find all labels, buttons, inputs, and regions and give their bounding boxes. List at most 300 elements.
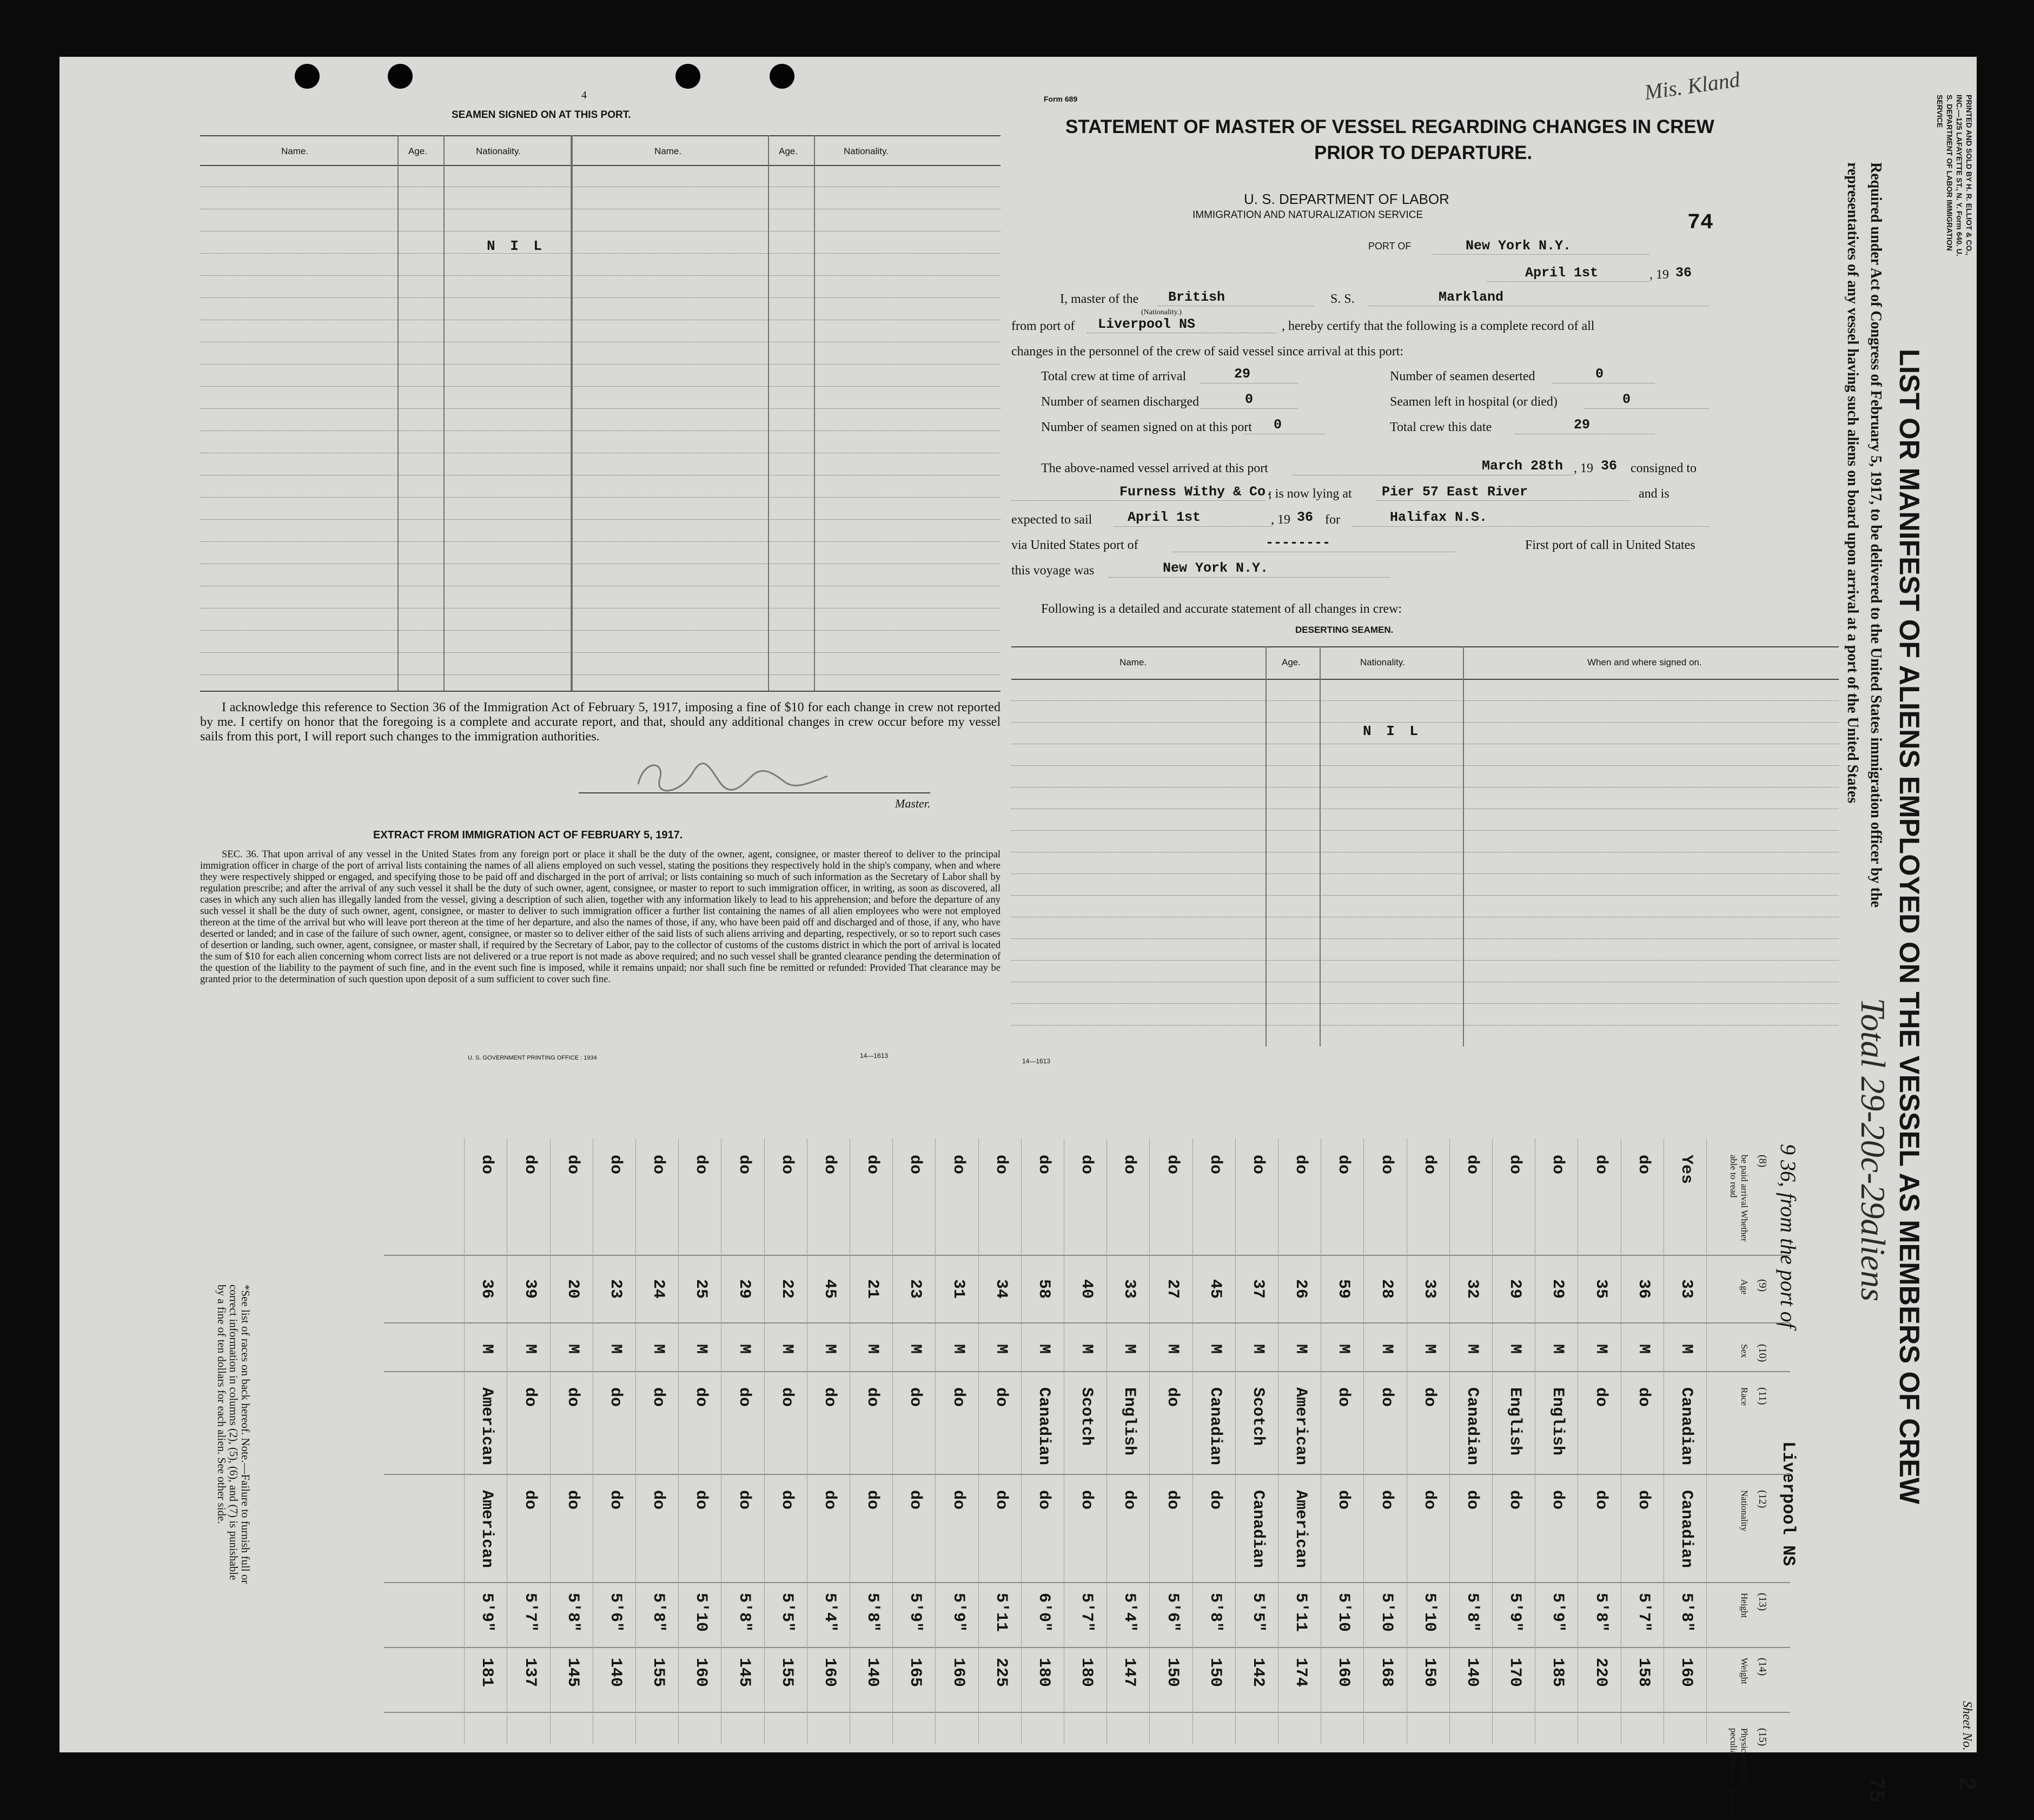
column-number: (9) <box>1757 1279 1768 1292</box>
row-rule <box>935 1139 936 1744</box>
fill-line <box>1114 526 1271 527</box>
manifest-cell-read: do <box>1548 1155 1567 1175</box>
manifest-cell-sex: M <box>820 1344 839 1354</box>
column-divider <box>443 135 445 691</box>
manifest-cell-sex: M <box>734 1344 753 1354</box>
manifest-cell-sex: M <box>1634 1344 1653 1354</box>
manifest-cell-race: do <box>1420 1387 1439 1407</box>
column-divider <box>814 135 815 691</box>
vessel-name: Markland <box>1439 289 1504 305</box>
manifest-cell-age: 33 <box>1120 1279 1139 1299</box>
manifest-cell-nationality: American <box>1291 1490 1310 1568</box>
manifest-cell-sex: M <box>949 1344 968 1354</box>
page-mark: 75 <box>1863 1777 1887 1803</box>
form-number: Form 689 <box>1044 95 1078 103</box>
discharged-value: 0 <box>1245 392 1254 407</box>
nationality-value: British <box>1168 289 1225 305</box>
manifest-cell-weight: 150 <box>1205 1658 1224 1687</box>
manifest-cell-read: do <box>906 1155 925 1175</box>
manifest-cell-nationality: do <box>1548 1490 1567 1510</box>
manifest-cell-read: do <box>949 1155 968 1175</box>
first-port-value: New York N.Y. <box>1163 560 1269 576</box>
table-row-rule <box>1011 830 1839 831</box>
manifest-cell-nationality: do <box>1205 1490 1224 1510</box>
column-divider <box>397 135 399 691</box>
from-port-value: Liverpool NS <box>1098 316 1196 332</box>
row-rule <box>978 1139 979 1744</box>
manifest-cell-age: 34 <box>991 1279 1010 1299</box>
manifest-cell-weight: 165 <box>906 1658 925 1687</box>
hospital-value: 0 <box>1622 392 1631 407</box>
manifest-cell-height: 5'8" <box>1677 1593 1695 1632</box>
column-divider <box>384 1474 1790 1475</box>
manifest-cell-height: 5'11 <box>991 1593 1010 1632</box>
manifest-cell-read: do <box>1334 1155 1353 1175</box>
manifest-cell-race: Scotch <box>1249 1387 1267 1446</box>
manifest-cell-race: do <box>906 1387 925 1407</box>
column-divider <box>1320 646 1321 1047</box>
nationality-caption: (Nationality.) <box>1141 308 1182 316</box>
manifest-cell-race: do <box>606 1387 625 1407</box>
deserted-value: 0 <box>1595 366 1604 382</box>
column-header: Height <box>1739 1593 1750 1618</box>
table-top-rule <box>200 135 1001 136</box>
manifest-cell-weight: 155 <box>649 1658 668 1687</box>
col-nationality: Nationality. <box>476 146 521 156</box>
manifest-cell-height: 5'8" <box>563 1593 582 1632</box>
table-row-rule <box>200 497 1001 498</box>
manifest-cell-race: American <box>1291 1387 1310 1466</box>
column-header: be paid arrival Whether able to read <box>1728 1155 1750 1242</box>
column-header: Weight <box>1739 1658 1750 1684</box>
manifest-cell-height: 5'4" <box>820 1593 839 1632</box>
row-rule <box>1192 1139 1193 1744</box>
manifest-cell-sex: M <box>1120 1344 1139 1354</box>
manifest-cell-read: do <box>1077 1155 1096 1175</box>
col-name: Name. <box>281 146 309 156</box>
manifest-cell-age: 39 <box>520 1279 539 1299</box>
manifest-cell-height: 5'10 <box>692 1593 711 1632</box>
column-header: Race <box>1739 1387 1750 1406</box>
row-rule <box>1706 1139 1707 1744</box>
manifest-cell-race: do <box>820 1387 839 1407</box>
manifest-cell-read: do <box>692 1155 711 1175</box>
manifest-cell-weight: 170 <box>1506 1658 1525 1687</box>
manifest-cell-nationality: do <box>1463 1490 1481 1510</box>
manifest-cell-nationality: do <box>734 1490 753 1510</box>
manifest-note: *See list of races on back hereof. Note.—Failure to furnish full or correct information in columns (2), (5), (6), and (7) is punishable by a fine of ten dollars for each alien. See other side. <box>215 1285 252 1584</box>
manifest-cell-nationality: do <box>692 1490 711 1510</box>
column-divider <box>384 1647 1790 1648</box>
manifest-cell-race: do <box>1634 1387 1653 1407</box>
table-row-rule <box>200 519 1001 520</box>
manifest-cell-height: 5'6" <box>606 1593 625 1632</box>
printing-office: U. S. GOVERNMENT PRINTING OFFICE : 1934 <box>468 1055 597 1061</box>
manifest-cell-race: do <box>863 1387 882 1407</box>
first-port-label: First port of call in United States <box>1525 538 1695 552</box>
manifest-cell-weight: 150 <box>1163 1658 1182 1687</box>
sheet-number: 74 <box>1687 211 1714 235</box>
manifest-cell-weight: 168 <box>1377 1658 1396 1687</box>
manifest-cell-read: do <box>863 1155 882 1175</box>
manifest-cell-age: 29 <box>1548 1279 1567 1299</box>
deserting-heading: DESERTING SEAMEN. <box>1295 625 1394 635</box>
manifest-cell-sex: M <box>1677 1344 1695 1354</box>
col-nationality: Nationality. <box>844 146 889 156</box>
manifest-cell-age: 23 <box>906 1279 925 1299</box>
fill-line <box>1109 577 1390 578</box>
manifest-cell-nationality: do <box>1591 1490 1610 1510</box>
statement-title: STATEMENT OF MASTER OF VESSEL REGARDING CHANGES IN CREW <box>1065 116 1714 137</box>
manifest-cell-height: 5'5" <box>1249 1593 1267 1632</box>
manifest-cell-sex: M <box>777 1344 796 1354</box>
manifest-cell-age: 27 <box>1163 1279 1182 1299</box>
manifest-cell-nationality: do <box>563 1490 582 1510</box>
table-row-rule <box>200 297 1001 298</box>
manifest-cell-weight: 140 <box>1463 1658 1481 1687</box>
department-name: U. S. DEPARTMENT OF LABOR <box>1244 191 1449 207</box>
for-label: for <box>1325 513 1340 527</box>
year-label: , 19 <box>1649 268 1669 282</box>
right-page <box>1011 57 1877 1084</box>
manifest-cell-race: do <box>1163 1387 1182 1407</box>
col-age: Age. <box>408 146 427 156</box>
table-row-rule <box>200 408 1001 409</box>
fill-line <box>1433 254 1649 255</box>
column-number: (14) <box>1757 1658 1768 1676</box>
manifest-cell-sex: M <box>1548 1344 1567 1354</box>
total-crew-date-label: Total crew this date <box>1390 420 1492 434</box>
manifest-cell-read: do <box>820 1155 839 1175</box>
form-code: 14—1613 <box>1022 1057 1051 1065</box>
manifest-cell-weight: 145 <box>563 1658 582 1687</box>
row-rule <box>464 1139 465 1744</box>
column-number: (10) <box>1757 1344 1768 1362</box>
manifest-cell-race: do <box>949 1387 968 1407</box>
manifest-cell-age: 25 <box>692 1279 711 1299</box>
manifest-cell-sex: M <box>1077 1344 1096 1354</box>
manifest-cell-read: do <box>478 1155 496 1175</box>
column-divider <box>384 1322 1790 1323</box>
page-number: 4 <box>581 89 587 101</box>
table-header-rule <box>200 165 1001 166</box>
fill-line <box>1352 526 1709 527</box>
manifest-cell-age: 20 <box>563 1279 582 1299</box>
manifest-cell-race: do <box>991 1387 1010 1407</box>
manifest-subtitle: Required under Act of Congress of February 5, 1917, to be delivered to the United States immigration officer by the representatives of any vessel having such aliens on board upon arrival at a port of the United States <box>1844 162 1884 908</box>
desert-nil-entry: N I L <box>1363 723 1422 739</box>
row-rule <box>1149 1139 1150 1744</box>
manifest-cell-race: Scotch <box>1077 1387 1096 1446</box>
row-rule <box>678 1139 679 1744</box>
sail-year: 36 <box>1297 509 1314 525</box>
manifest-cell-read: do <box>1120 1155 1139 1175</box>
column-divider <box>384 1712 1790 1713</box>
destination-value: Halifax N.S. <box>1390 509 1488 525</box>
column-divider <box>384 1255 1790 1256</box>
and-is-label: and is <box>1639 487 1669 501</box>
manifest-cell-nationality: do <box>606 1490 625 1510</box>
manifest-cell-read: do <box>991 1155 1010 1175</box>
row-rule <box>1449 1139 1450 1744</box>
manifest-cell-height: 5'10 <box>1377 1593 1396 1632</box>
sail-date: April 1st <box>1128 509 1201 525</box>
manifest-cell-height: 5'6" <box>1163 1593 1182 1632</box>
manifest-cell-age: 31 <box>949 1279 968 1299</box>
manifest-cell-age: 23 <box>606 1279 625 1299</box>
manifest-cell-read: do <box>649 1155 668 1175</box>
manifest-cell-race: Canadian <box>1205 1387 1224 1466</box>
manifest-cell-age: 32 <box>1463 1279 1481 1299</box>
desert-table-header <box>1011 679 1839 680</box>
berth-value: Pier 57 East River <box>1382 484 1528 500</box>
manifest-cell-sex: M <box>1591 1344 1610 1354</box>
ss-label: S. S. <box>1330 292 1355 306</box>
fill-line <box>1011 500 1266 501</box>
seamen-signed-heading: SEAMEN SIGNED ON AT THIS PORT. <box>452 109 631 121</box>
manifest-cell-height: 5'4" <box>1120 1593 1139 1632</box>
manifest-cell-nationality: American <box>478 1490 496 1568</box>
column-divider <box>1266 646 1267 1047</box>
manifest-cell-nationality: do <box>949 1490 968 1510</box>
manifest-cell-nationality: do <box>777 1490 796 1510</box>
row-rule <box>550 1139 551 1744</box>
manifest-cell-height: 6'0" <box>1035 1593 1053 1632</box>
manifest-cell-read: do <box>1035 1155 1053 1175</box>
table-row-rule <box>1011 722 1839 723</box>
left-page <box>59 57 1001 1084</box>
manifest-cell-race: do <box>1334 1387 1353 1407</box>
manifest-cell-sex: M <box>563 1344 582 1354</box>
via-port-value: -------- <box>1266 535 1331 551</box>
column-divider <box>571 135 573 691</box>
manifest-cell-sex: M <box>520 1344 539 1354</box>
arrival-year-label: , 19 <box>1574 461 1593 475</box>
manifest-cell-height: 5'8" <box>863 1593 882 1632</box>
manifest-cell-sex: M <box>1420 1344 1439 1354</box>
manifest-cell-read: Yes <box>1677 1155 1695 1184</box>
manifest-cell-read: do <box>1506 1155 1525 1175</box>
fill-line <box>1376 500 1631 501</box>
col-signed-on: When and where signed on. <box>1587 657 1702 667</box>
column-number: (15) <box>1757 1728 1768 1746</box>
row-rule <box>1021 1139 1022 1744</box>
master-label: Master. <box>895 797 931 810</box>
manifest-cell-race: do <box>734 1387 753 1407</box>
manifest-cell-race: Canadian <box>1677 1387 1695 1466</box>
manifest-cell-race: do <box>649 1387 668 1407</box>
service-name: IMMIGRATION AND NATURALIZATION SERVICE <box>1192 209 1423 221</box>
manifest-cell-height: 5'7" <box>520 1593 539 1632</box>
manifest-cell-read: do <box>777 1155 796 1175</box>
consignee-value: Furness Withy & Co. <box>1119 484 1274 500</box>
manifest-cell-age: 45 <box>820 1279 839 1299</box>
manifest-cell-sex: M <box>692 1344 711 1354</box>
manifest-cell-age: 28 <box>1377 1279 1396 1299</box>
form-code: 14—1613 <box>860 1052 889 1060</box>
manifest-cell-age: 36 <box>478 1279 496 1299</box>
manifest-cell-age: 45 <box>1205 1279 1224 1299</box>
total-crew-arrival: 29 <box>1234 366 1251 382</box>
manifest-cell-age: 36 <box>1634 1279 1653 1299</box>
manifest-cell-weight: 160 <box>692 1658 711 1687</box>
manifest-cell-sex: M <box>863 1344 882 1354</box>
row-rule <box>1235 1139 1236 1744</box>
column-divider <box>1463 646 1464 1047</box>
manifest-cell-weight: 150 <box>1420 1658 1439 1687</box>
hospital-label: Seamen left in hospital (or died) <box>1390 395 1558 409</box>
column-header: Physical marks peculiarities, or disease <box>1728 1728 1750 1815</box>
total-crew-date: 29 <box>1574 417 1591 433</box>
manifest-cell-nationality: Canadian <box>1677 1490 1695 1568</box>
manifest-cell-nationality: do <box>520 1490 539 1510</box>
manifest-cell-weight: 160 <box>820 1658 839 1687</box>
manifest-cell-weight: 145 <box>734 1658 753 1687</box>
manifest-cell-height: 5'8" <box>734 1593 753 1632</box>
sail-year-label: , 19 <box>1271 513 1290 527</box>
signed-on-value: 0 <box>1274 417 1282 433</box>
manifest-cell-weight: 158 <box>1634 1658 1653 1687</box>
manifest-cell-sex: M <box>1377 1344 1396 1354</box>
manifest-cell-age: 24 <box>649 1279 668 1299</box>
consigned-label: consigned to <box>1631 461 1697 475</box>
manifest-cell-age: 35 <box>1591 1279 1610 1299</box>
row-rule <box>1363 1139 1364 1744</box>
handwritten-total: Total 29-20c-29aliens <box>1854 998 1892 1302</box>
manifest-cell-age: 29 <box>1506 1279 1525 1299</box>
row-rule <box>635 1139 636 1744</box>
table-row-rule <box>200 630 1001 631</box>
manifest-cell-race: American <box>478 1387 496 1466</box>
manifest-cell-age: 59 <box>1334 1279 1353 1299</box>
manifest-cell-nationality: do <box>649 1490 668 1510</box>
arrived-label: The above-named vessel arrived at this port <box>1041 461 1268 475</box>
manifest-cell-age: 26 <box>1291 1279 1310 1299</box>
manifest-cell-race: English <box>1548 1387 1567 1456</box>
manifest-cell-weight: 160 <box>1334 1658 1353 1687</box>
desert-table-top <box>1011 646 1839 647</box>
manifest-cell-height: 5'11 <box>1291 1593 1310 1632</box>
column-header: Age <box>1739 1279 1750 1295</box>
manifest-cell-weight: 140 <box>606 1658 625 1687</box>
manifest-cell-read: do <box>1163 1155 1182 1175</box>
total-crew-arrival-label: Total crew at time of arrival <box>1041 369 1187 383</box>
manifest-cell-nationality: do <box>1035 1490 1053 1510</box>
manifest-cell-height: 5'7" <box>1634 1593 1653 1632</box>
manifest-cell-weight: 137 <box>520 1658 539 1687</box>
col-age: Age. <box>779 146 798 156</box>
table-row-rule <box>1011 938 1839 939</box>
table-row-rule <box>200 275 1001 276</box>
master-of-label: I, master of the <box>1060 292 1139 306</box>
manifest-cell-weight: 160 <box>1677 1658 1695 1687</box>
changes-text: changes in the personnel of the crew of said vessel since arrival at this port: <box>1011 345 1404 359</box>
manifest-cell-weight: 142 <box>1249 1658 1267 1687</box>
manifest-cell-weight: 155 <box>777 1658 796 1687</box>
manifest-cell-race: do <box>1377 1387 1396 1407</box>
table-row-rule <box>200 386 1001 387</box>
port-value: New York N.Y. <box>1466 238 1572 254</box>
manifest-cell-sex: M <box>906 1344 925 1354</box>
manifest-cell-sex: M <box>478 1344 496 1354</box>
manifest-cell-read: do <box>1463 1155 1481 1175</box>
manifest-cell-read: do <box>1249 1155 1267 1175</box>
manifest-cell-nationality: do <box>820 1490 839 1510</box>
manifest-cell-nationality: do <box>991 1490 1010 1510</box>
manifest-cell-height: 5'10 <box>1420 1593 1439 1632</box>
table-row-rule <box>200 541 1001 542</box>
extract-heading: EXTRACT FROM IMMIGRATION ACT OF FEBRUARY 5, 1917. <box>373 829 683 841</box>
manifest-cell-read: do <box>520 1155 539 1175</box>
manifest-cell-sex: M <box>1249 1344 1267 1354</box>
manifest-cell-height: 5'9" <box>1548 1593 1567 1632</box>
manifest-cell-sex: M <box>1463 1344 1481 1354</box>
manifest-cell-nationality: do <box>1634 1490 1653 1510</box>
manifest-cell-read: do <box>1591 1155 1610 1175</box>
arrival-date: March 28th <box>1482 458 1563 474</box>
discharged-label: Number of seamen discharged <box>1041 395 1200 409</box>
manifest-cell-height: 5'8" <box>1205 1593 1224 1632</box>
col-name: Name. <box>654 146 682 156</box>
manifest-cell-sex: M <box>1035 1344 1053 1354</box>
manifest-cell-nationality: do <box>1506 1490 1525 1510</box>
manifest-cell-read: do <box>1634 1155 1653 1175</box>
manifest-cell-race: do <box>692 1387 711 1407</box>
manifest-cell-nationality: do <box>1334 1490 1353 1510</box>
sheet-label: Sheet No. <box>1960 1701 1974 1751</box>
expected-label: expected to sail <box>1011 513 1092 527</box>
document-sheet <box>59 57 1979 1815</box>
manifest-cell-height: 5'9" <box>478 1593 496 1632</box>
manifest-cell-sex: M <box>991 1344 1010 1354</box>
table-row-rule <box>1011 765 1839 766</box>
port-label: PORT OF <box>1368 241 1412 252</box>
manifest-cell-age: 40 <box>1077 1279 1096 1299</box>
table-row-rule <box>1011 895 1839 896</box>
manifest-cell-age: 33 <box>1420 1279 1439 1299</box>
manifest-cell-sex: M <box>1205 1344 1224 1354</box>
manifest-cell-sex: M <box>1334 1344 1353 1354</box>
via-label: via United States port of <box>1011 538 1138 552</box>
sheet-number-value: 2 <box>1952 1777 1979 1791</box>
deserted-label: Number of seamen deserted <box>1390 369 1535 383</box>
manifest-cell-height: 5'8" <box>1463 1593 1481 1632</box>
manifest-cell-weight: 181 <box>478 1658 496 1687</box>
manifest-cell-read: do <box>1420 1155 1439 1175</box>
manifest-cell-race: Canadian <box>1035 1387 1053 1466</box>
manifest-cell-weight: 185 <box>1548 1658 1567 1687</box>
column-header: Sex <box>1739 1344 1750 1358</box>
manifest-cell-race: Canadian <box>1463 1387 1481 1466</box>
manifest-cell-read: do <box>606 1155 625 1175</box>
manifest-cell-age: 21 <box>863 1279 882 1299</box>
col-nationality: Nationality. <box>1360 657 1405 667</box>
manifest-cell-weight: 225 <box>991 1658 1010 1687</box>
manifest-cell-race: English <box>1506 1387 1525 1456</box>
manifest-cell-nationality: Canadian <box>1249 1490 1267 1568</box>
from-port-label: 9 36, from the port of <box>1776 1144 1800 1328</box>
manifest-cell-nationality: do <box>1077 1490 1096 1510</box>
manifest-cell-nationality: do <box>1163 1490 1182 1510</box>
manifest-cell-sex: M <box>1506 1344 1525 1354</box>
year-value: 36 <box>1675 265 1692 281</box>
table-row-rule <box>200 253 1001 254</box>
manifest-cell-weight: 180 <box>1035 1658 1053 1687</box>
column-divider <box>384 1371 1790 1372</box>
extract-text: SEC. 36. That upon arrival of any vessel in the United States from any foreign port or place it shall be the duty of the owner, agent, consignee, or master thereof to deliver to the principal immigration officer in charge of the port of arrival lists containing the names of all aliens employed on such vessel, stating the positions they respectively hold in the ship's company, when and where they were respectively shipped or engaged, and specifying those to be paid off and discharged in the port of arrival; or lists containing so much of such information as the Secretary of Labor shall by regulation prescribe; and after the arrival of any such vessel it shall be the duty of such owner, agent, consignee, or master to report to such immigration officer, in writing, as soon as discovered, all cases in which any such alien has illegally landed from the vessel, giving a description of such alien, together with any information likely to lead to his apprehension; and before the departure of any such vessel it shall be the duty of such owner, agent, consignee, or master to deliver to such immigration officer a further list containing the names of all alien employees who were not employed thereon at the time of the arrival but who will leave port thereon at the time of her departure, and also the names of those, if any, who have been paid off and discharged and of those, if any, who have deserted or landed; and in case of the failure of such owner, agent, consignee, or master so to deliver either of the said lists of such aliens arriving and departing, respectively, or so to report such cases of desertion or landing, such owner, agent, consignee, or master shall, if required by the Secretary of Labor, pay to the collector of customs of the customs district in which the port of arrival is located the sum of $10 for each alien concerning whom correct lists are not delivered or a true report is not made as above required; and no such vessel shall be granted clearance pending the determination of the question of the liability to the payment of such fine, and in the event such fine is imposed, while it remains unpaid; nor shall such fine be remitted or refunded: Provided That clearance may be granted prior to the determination of such question upon deposit of a sum sufficient to cover such fine. <box>200 849 1001 985</box>
signed-on-label: Number of seamen signed on at this port <box>1041 420 1252 434</box>
manifest-cell-age: 29 <box>734 1279 753 1299</box>
